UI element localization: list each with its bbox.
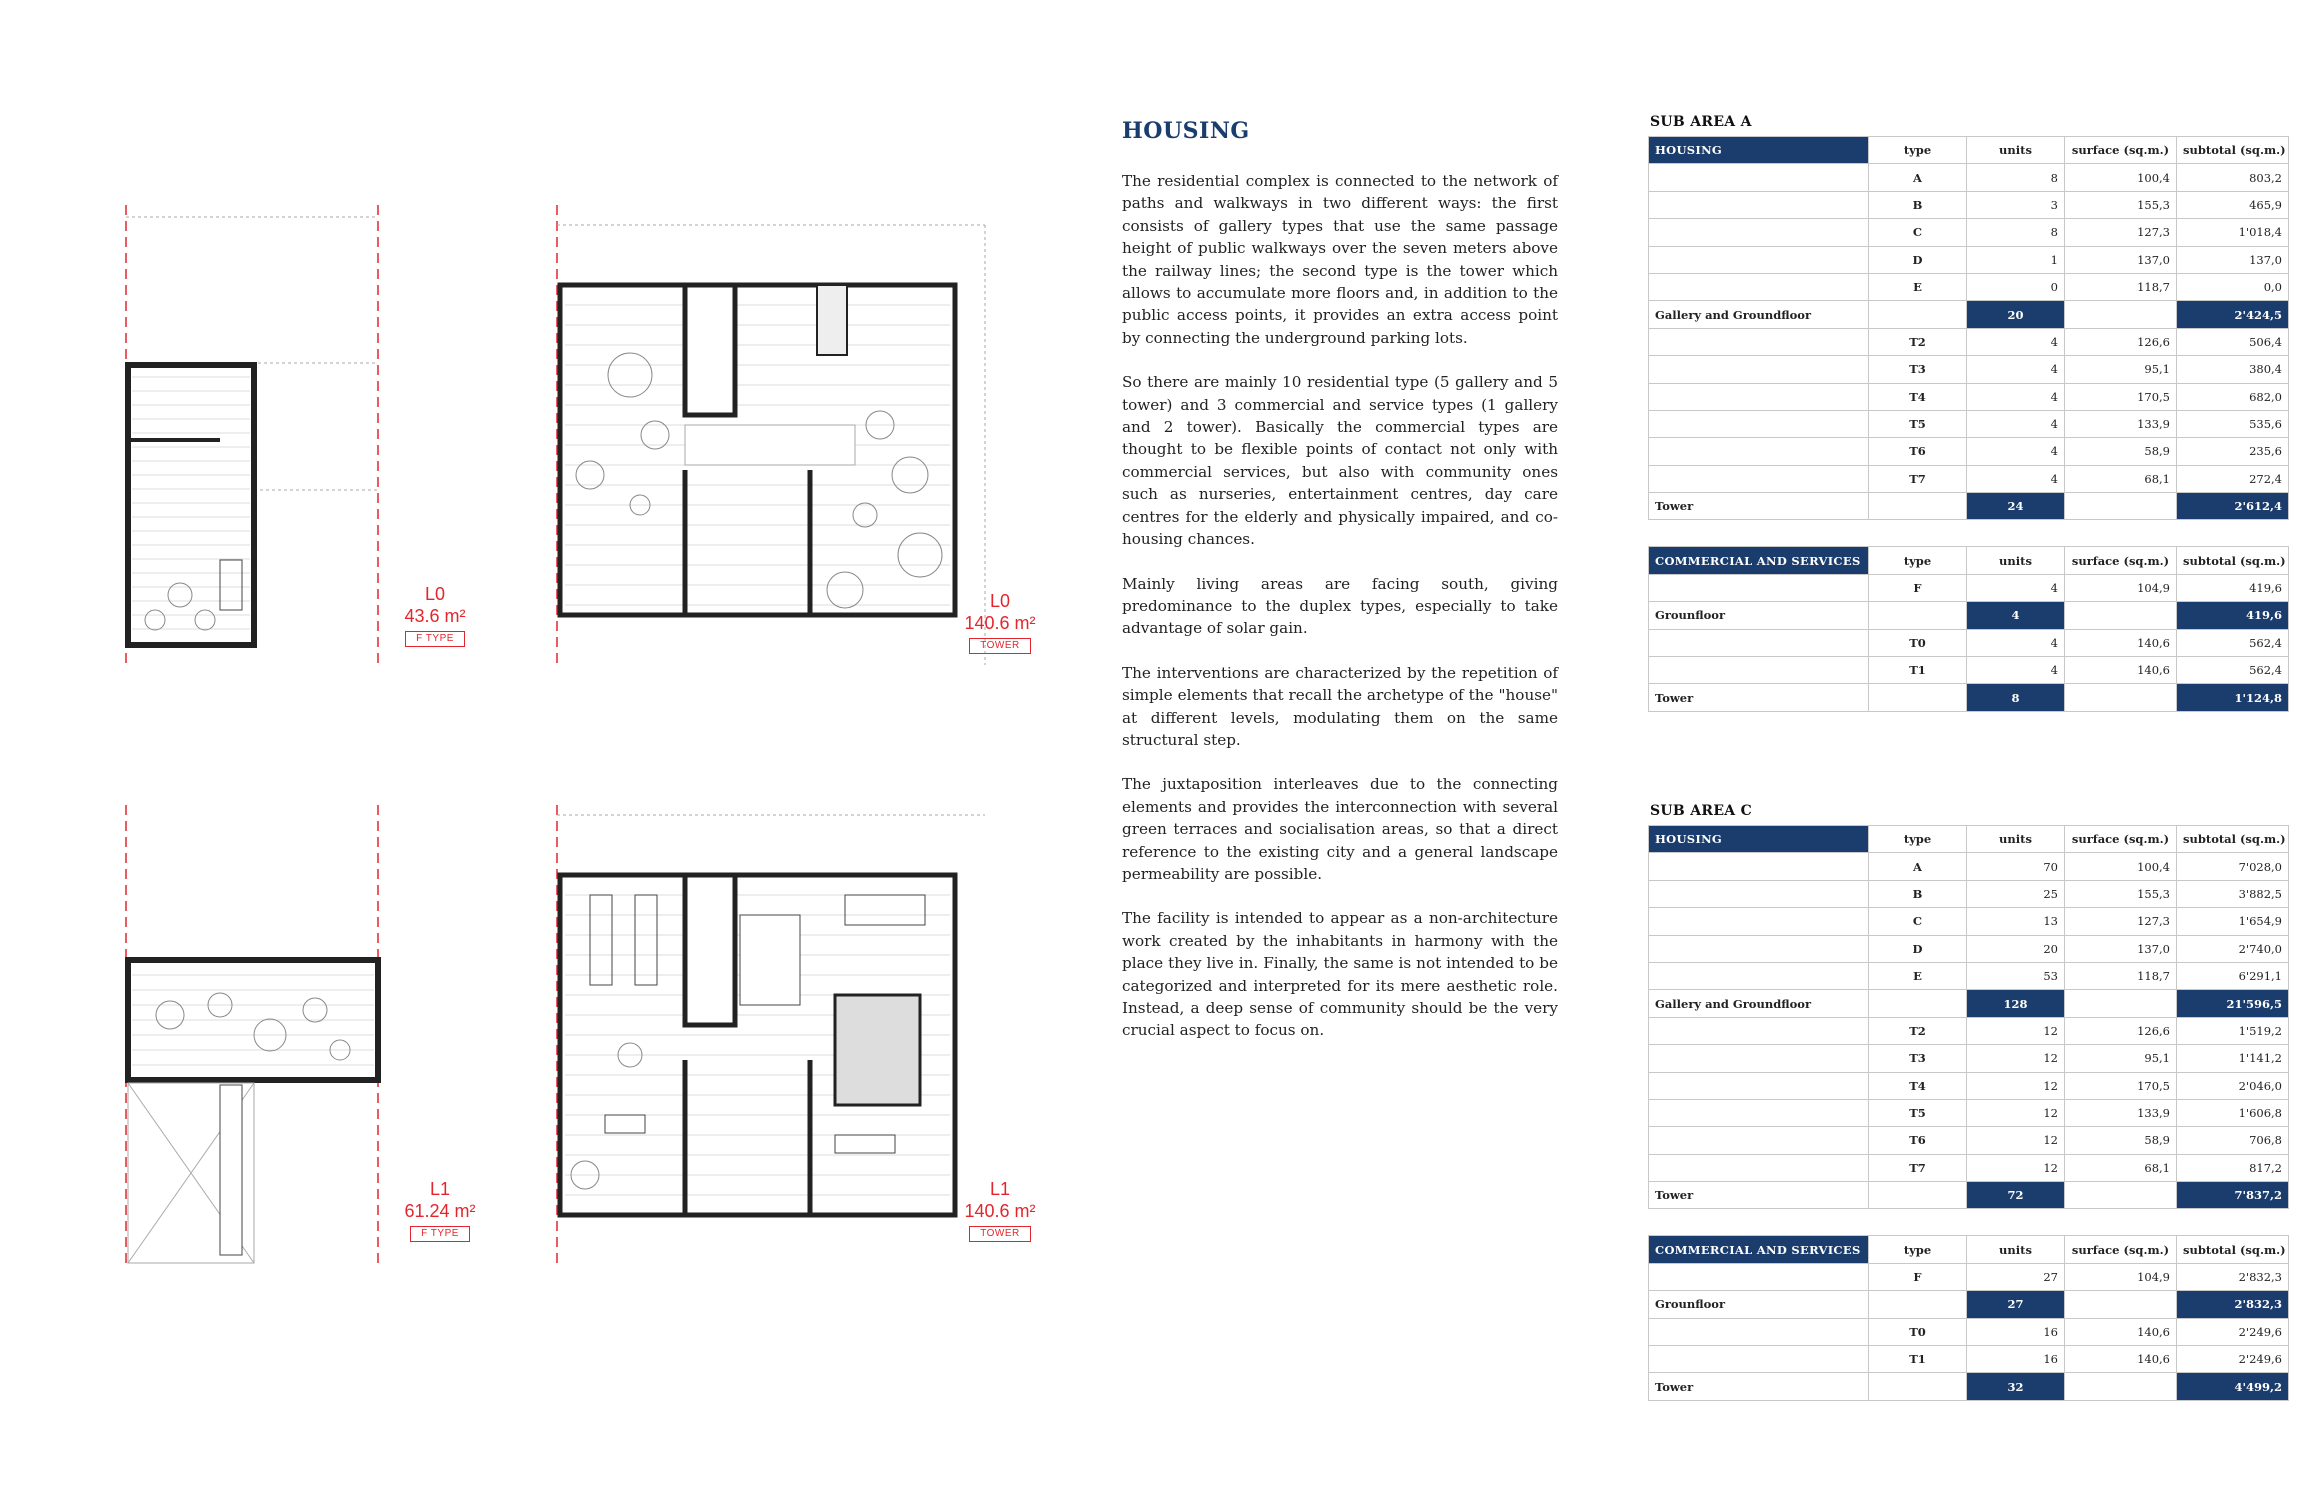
subtotal-cell: 506,4 [2177,328,2289,355]
sub-c-housing-body [1649,853,2289,1209]
subtotal-cell: 2'740,0 [2177,935,2289,962]
units-cell: 4 [1967,657,2065,684]
total-units: 20 [1967,301,2065,328]
units-cell: 53 [1967,962,2065,989]
type-cell: T3 [1869,356,1967,383]
table-row [1649,1346,2289,1373]
surface-cell: 104,9 [2065,574,2177,601]
units-cell: 12 [1967,1045,2065,1072]
empty-cell [1649,438,1869,465]
subtotal-cell: 2'046,0 [2177,1072,2289,1099]
plan-area: 140.6 m² [964,613,1036,633]
type-cell: A [1869,853,1967,880]
surface-cell: 133,9 [2065,410,2177,437]
empty-cell [1649,1099,1869,1126]
total-subtotal: 419,6 [2177,602,2289,629]
empty-cell [1649,1045,1869,1072]
subtotal-cell: 235,6 [2177,438,2289,465]
surface-cell: 140,6 [2065,657,2177,684]
empty-cell [1649,383,1869,410]
empty-cell [1649,191,1869,218]
subtotal-cell: 3'882,5 [2177,880,2289,907]
empty-cell [1869,602,1967,629]
empty-cell [1649,356,1869,383]
table-row [1649,574,2289,601]
surface-cell: 58,9 [2065,438,2177,465]
units-cell: 0 [1967,273,2065,300]
empty-cell [1649,1017,1869,1044]
subtotal-cell: 7'028,0 [2177,853,2289,880]
table-row [1649,962,2289,989]
paragraph: The residential complex is connected to the network of paths and walkways in two different ways: the first consists of gallery types that use the same passage height of public walkways over the seven meters above the railway lines; the second type is the tower which allows to accumulate more floors and, in addition to the public access points, it provides an extra access point by connecting the underground parking lots. [1122,172,1558,347]
type-cell: T1 [1869,1346,1967,1373]
table-row [1649,383,2289,410]
surface-cell: 95,1 [2065,1045,2177,1072]
type-cell: C [1869,219,1967,246]
units-cell: 12 [1967,1017,2065,1044]
total-units: 27 [1967,1291,2065,1318]
subtotal-cell: 562,4 [2177,629,2289,656]
table-row [1649,191,2289,218]
col-surface: surface (sq.m.) [2065,547,2177,574]
table-row [1649,410,2289,437]
subtotal-cell: 1'018,4 [2177,219,2289,246]
type-cell: T4 [1869,1072,1967,1099]
sub-area-title: SUB AREA C [1650,803,1753,819]
total-subtotal: 2'612,4 [2177,493,2289,520]
empty-cell [1649,935,1869,962]
total-units: 72 [1967,1182,2065,1209]
total-label: Gallery and Groundfloor [1649,990,1869,1017]
subtotal-cell: 419,6 [2177,574,2289,601]
empty-cell [1649,1318,1869,1345]
empty-cell [1649,1263,1869,1290]
units-cell: 8 [1967,219,2065,246]
subtotal-cell: 706,8 [2177,1127,2289,1154]
units-cell: 12 [1967,1072,2065,1099]
empty-cell [1649,219,1869,246]
commercial-header: COMMERCIAL AND SERVICES [1649,1236,1869,1263]
table-row [1649,438,2289,465]
subtotal-cell: 1'141,2 [2177,1045,2289,1072]
plan-area: 140.6 m² [964,1201,1036,1221]
empty-cell [1649,1072,1869,1099]
type-cell: C [1869,908,1967,935]
empty-cell [2065,684,2177,711]
sub-area-a [1648,114,2288,738]
table-row [1649,657,2289,684]
units-cell: 27 [1967,1263,2065,1290]
col-subtotal: subtotal (sq.m.) [2177,137,2289,164]
subtotal-cell: 2'249,6 [2177,1318,2289,1345]
surface-cell: 140,6 [2065,1318,2177,1345]
col-units: units [1967,826,2065,853]
col-units: units [1967,137,2065,164]
total-row [1649,301,2289,328]
empty-cell [1649,574,1869,601]
plan-level: L1 [429,1179,451,1199]
units-cell: 70 [1967,853,2065,880]
type-cell: T5 [1869,410,1967,437]
total-units: 8 [1967,684,2065,711]
floor-plan-l0-f-type [110,195,430,675]
surface-cell: 127,3 [2065,908,2177,935]
total-units: 24 [1967,493,2065,520]
empty-cell [1649,908,1869,935]
subtotal-cell: 2'832,3 [2177,1263,2289,1290]
col-units: units [1967,1236,2065,1263]
surface-cell: 155,3 [2065,880,2177,907]
plan-label-l1-tower [950,1178,1050,1242]
type-cell: D [1869,935,1967,962]
type-cell: E [1869,273,1967,300]
empty-cell [1649,273,1869,300]
empty-cell [1869,1182,1967,1209]
empty-cell [1869,493,1967,520]
subtotal-cell: 535,6 [2177,410,2289,437]
surface-cell: 170,5 [2065,383,2177,410]
plan-tag: F TYPE [410,1226,470,1242]
plan-area: 43.6 m² [404,606,466,626]
table-row [1649,935,2289,962]
units-cell: 16 [1967,1346,2065,1373]
housing-header: HOUSING [1649,137,1869,164]
units-cell: 4 [1967,574,2065,601]
plan-label-l0-tower [950,590,1050,654]
col-subtotal: subtotal (sq.m.) [2177,1236,2289,1263]
surface-cell: 68,1 [2065,465,2177,492]
table-header-row [1649,137,2289,164]
subtotal-cell: 1'519,2 [2177,1017,2289,1044]
table-header-row [1649,1236,2289,1263]
units-cell: 12 [1967,1099,2065,1126]
units-cell: 20 [1967,935,2065,962]
col-units: units [1967,547,2065,574]
table-row [1649,853,2289,880]
empty-cell [2065,1291,2177,1318]
total-subtotal: 4'499,2 [2177,1373,2289,1400]
surface-cell: 126,6 [2065,328,2177,355]
units-cell: 13 [1967,908,2065,935]
total-row [1649,1182,2289,1209]
type-cell: D [1869,246,1967,273]
units-cell: 16 [1967,1318,2065,1345]
subtotal-cell: 1'606,8 [2177,1099,2289,1126]
paragraph: The juxtaposition interleaves due to the connecting elements and provides the interconnection with several green terraces and socialisation areas, so that a direct reference to the existing city and a general landscape permeability are possible. [1122,775,1558,883]
housing-text-column [1122,118,1558,1064]
subtotal-cell: 0,0 [2177,273,2289,300]
paragraph: The facility is intended to appear as a non-architecture work created by the inhabitants in harmony with the place they live in. Finally, the same is not intended to be categorized and interpreted for its mere aesthetic role. Instead, a deep sense of community should be the very crucial aspect to focus on. [1122,909,1558,1040]
surface-cell: 155,3 [2065,191,2177,218]
type-cell: T3 [1869,1045,1967,1072]
col-surface: surface (sq.m.) [2065,137,2177,164]
sub-area-c-commercial-table [1648,1235,2289,1400]
surface-cell: 137,0 [2065,246,2177,273]
total-row [1649,1373,2289,1400]
total-units: 4 [1967,602,2065,629]
empty-cell [1649,1127,1869,1154]
units-cell: 4 [1967,410,2065,437]
empty-cell [1869,1291,1967,1318]
table-row [1649,1318,2289,1345]
total-label: Tower [1649,684,1869,711]
units-cell: 12 [1967,1127,2065,1154]
empty-cell [1649,1154,1869,1181]
subtotal-cell: 2'249,6 [2177,1346,2289,1373]
total-subtotal: 1'124,8 [2177,684,2289,711]
units-cell: 4 [1967,356,2065,383]
col-type: type [1869,1236,1967,1263]
empty-cell [1649,962,1869,989]
empty-cell [1649,164,1869,191]
section-title: HOUSING [1122,118,1250,144]
empty-cell [2065,493,2177,520]
paragraph: The interventions are characterized by the repetition of simple elements that recall the archetype of the "house" at different levels, modulating them on the same structural step. [1122,663,1558,749]
empty-cell [2065,301,2177,328]
total-subtotal: 2'832,3 [2177,1291,2289,1318]
surface-cell: 58,9 [2065,1127,2177,1154]
empty-cell [1869,1373,1967,1400]
units-cell: 1 [1967,246,2065,273]
empty-cell [2065,990,2177,1017]
surface-cell: 127,3 [2065,219,2177,246]
commercial-header: COMMERCIAL AND SERVICES [1649,547,1869,574]
sub-area-a-commercial-table [1648,546,2289,711]
col-subtotal: subtotal (sq.m.) [2177,826,2289,853]
table-row [1649,328,2289,355]
type-cell: E [1869,962,1967,989]
type-cell: A [1869,164,1967,191]
subtotal-cell: 272,4 [2177,465,2289,492]
sub-a-commercial-body [1649,574,2289,711]
surface-cell: 104,9 [2065,1263,2177,1290]
table-row [1649,219,2289,246]
empty-cell [1869,990,1967,1017]
total-label: Gallery and Groundfloor [1649,301,1869,328]
empty-cell [1649,410,1869,437]
plan-label-l0-f [390,583,480,647]
units-cell: 4 [1967,328,2065,355]
total-label: Tower [1649,1373,1869,1400]
type-cell: T5 [1869,1099,1967,1126]
surface-cell: 68,1 [2065,1154,2177,1181]
empty-cell [1869,301,1967,328]
sub-area-title: SUB AREA A [1650,114,1752,130]
table-row [1649,273,2289,300]
empty-cell [2065,1182,2177,1209]
col-subtotal: subtotal (sq.m.) [2177,547,2289,574]
total-subtotal: 2'424,5 [2177,301,2289,328]
total-label: Tower [1649,493,1869,520]
total-row [1649,684,2289,711]
empty-cell [1649,657,1869,684]
col-type: type [1869,826,1967,853]
table-row [1649,1154,2289,1181]
table-row [1649,246,2289,273]
type-cell: T4 [1869,383,1967,410]
units-cell: 12 [1967,1154,2065,1181]
total-row [1649,990,2289,1017]
plan-tag: TOWER [969,1226,1031,1242]
empty-cell [1649,853,1869,880]
housing-header: HOUSING [1649,826,1869,853]
sub-c-commercial-body [1649,1263,2289,1400]
surface-cell: 126,6 [2065,1017,2177,1044]
empty-cell [2065,1373,2177,1400]
sub-area-a-housing-table [1648,136,2289,520]
total-row [1649,602,2289,629]
type-cell: T2 [1869,1017,1967,1044]
type-cell: T1 [1869,657,1967,684]
empty-cell [1649,465,1869,492]
total-row [1649,1291,2289,1318]
total-label: Grounfloor [1649,602,1869,629]
units-cell: 3 [1967,191,2065,218]
col-surface: surface (sq.m.) [2065,826,2177,853]
paragraph: So there are mainly 10 residential type (5 gallery and 5 tower) and 3 commercial and service types (1 gallery and 2 tower). Basically the commercial types are thought to be flexible points of contact not only with commercial services, but also with community ones such as nurseries, entertainment centres, day care centres for the elderly and physically impaired, and co-housing chances. [1122,373,1558,549]
plan-level: L0 [424,584,446,604]
units-cell: 8 [1967,164,2065,191]
subtotal-cell: 803,2 [2177,164,2289,191]
surface-cell: 137,0 [2065,935,2177,962]
type-cell: T7 [1869,465,1967,492]
subtotal-cell: 137,0 [2177,246,2289,273]
empty-cell [1649,246,1869,273]
table-row [1649,1263,2289,1290]
units-cell: 4 [1967,383,2065,410]
subtotal-cell: 465,9 [2177,191,2289,218]
subtotal-cell: 6'291,1 [2177,962,2289,989]
empty-cell [2065,602,2177,629]
units-cell: 4 [1967,629,2065,656]
plan-label-l1-f [390,1178,490,1242]
paragraph: Mainly living areas are facing south, giving predominance to the duplex types, especially to take advantage of solar gain. [1122,574,1558,638]
sub-area-c [1648,803,2288,1427]
table-header-row [1649,547,2289,574]
table-row [1649,1072,2289,1099]
type-cell: T0 [1869,1318,1967,1345]
surface-cell: 140,6 [2065,629,2177,656]
type-cell: T6 [1869,438,1967,465]
empty-cell [1649,880,1869,907]
total-units: 128 [1967,990,2065,1017]
type-cell: F [1869,574,1967,601]
units-cell: 25 [1967,880,2065,907]
subtotal-cell: 1'654,9 [2177,908,2289,935]
plan-area: 61.24 m² [404,1201,476,1221]
type-cell: T7 [1869,1154,1967,1181]
subtotal-cell: 562,4 [2177,657,2289,684]
col-surface: surface (sq.m.) [2065,1236,2177,1263]
empty-cell [1869,684,1967,711]
type-cell: T0 [1869,629,1967,656]
sub-a-housing-body [1649,164,2289,520]
total-row [1649,493,2289,520]
table-row [1649,356,2289,383]
surface-cell: 100,4 [2065,853,2177,880]
surface-cell: 100,4 [2065,164,2177,191]
table-row [1649,465,2289,492]
table-header-row [1649,826,2289,853]
surface-cell: 118,7 [2065,273,2177,300]
subtotal-cell: 817,2 [2177,1154,2289,1181]
col-type: type [1869,547,1967,574]
table-row [1649,880,2289,907]
total-label: Grounfloor [1649,1291,1869,1318]
col-type: type [1869,137,1967,164]
surface-cell: 140,6 [2065,1346,2177,1373]
units-cell: 4 [1967,438,2065,465]
plan-level: L0 [989,591,1011,611]
table-row [1649,629,2289,656]
units-cell: 4 [1967,465,2065,492]
surface-cell: 133,9 [2065,1099,2177,1126]
table-row [1649,908,2289,935]
plan-tag: F TYPE [405,631,465,647]
empty-cell [1649,1346,1869,1373]
type-cell: B [1869,191,1967,218]
surface-cell: 118,7 [2065,962,2177,989]
type-cell: T6 [1869,1127,1967,1154]
table-row [1649,1127,2289,1154]
empty-cell [1649,629,1869,656]
table-row [1649,1099,2289,1126]
total-label: Tower [1649,1182,1869,1209]
surface-cell: 170,5 [2065,1072,2177,1099]
total-subtotal: 21'596,5 [2177,990,2289,1017]
plan-tag: TOWER [969,638,1031,654]
table-row [1649,1017,2289,1044]
plan-level: L1 [989,1179,1011,1199]
subtotal-cell: 682,0 [2177,383,2289,410]
empty-cell [1649,328,1869,355]
surface-cell: 95,1 [2065,356,2177,383]
subtotal-cell: 380,4 [2177,356,2289,383]
table-row [1649,1045,2289,1072]
type-cell: B [1869,880,1967,907]
floor-plan-l1-f-type [110,795,430,1275]
type-cell: F [1869,1263,1967,1290]
total-subtotal: 7'837,2 [2177,1182,2289,1209]
sub-area-c-housing-table [1648,825,2289,1209]
type-cell: T2 [1869,328,1967,355]
total-units: 32 [1967,1373,2065,1400]
table-row [1649,164,2289,191]
